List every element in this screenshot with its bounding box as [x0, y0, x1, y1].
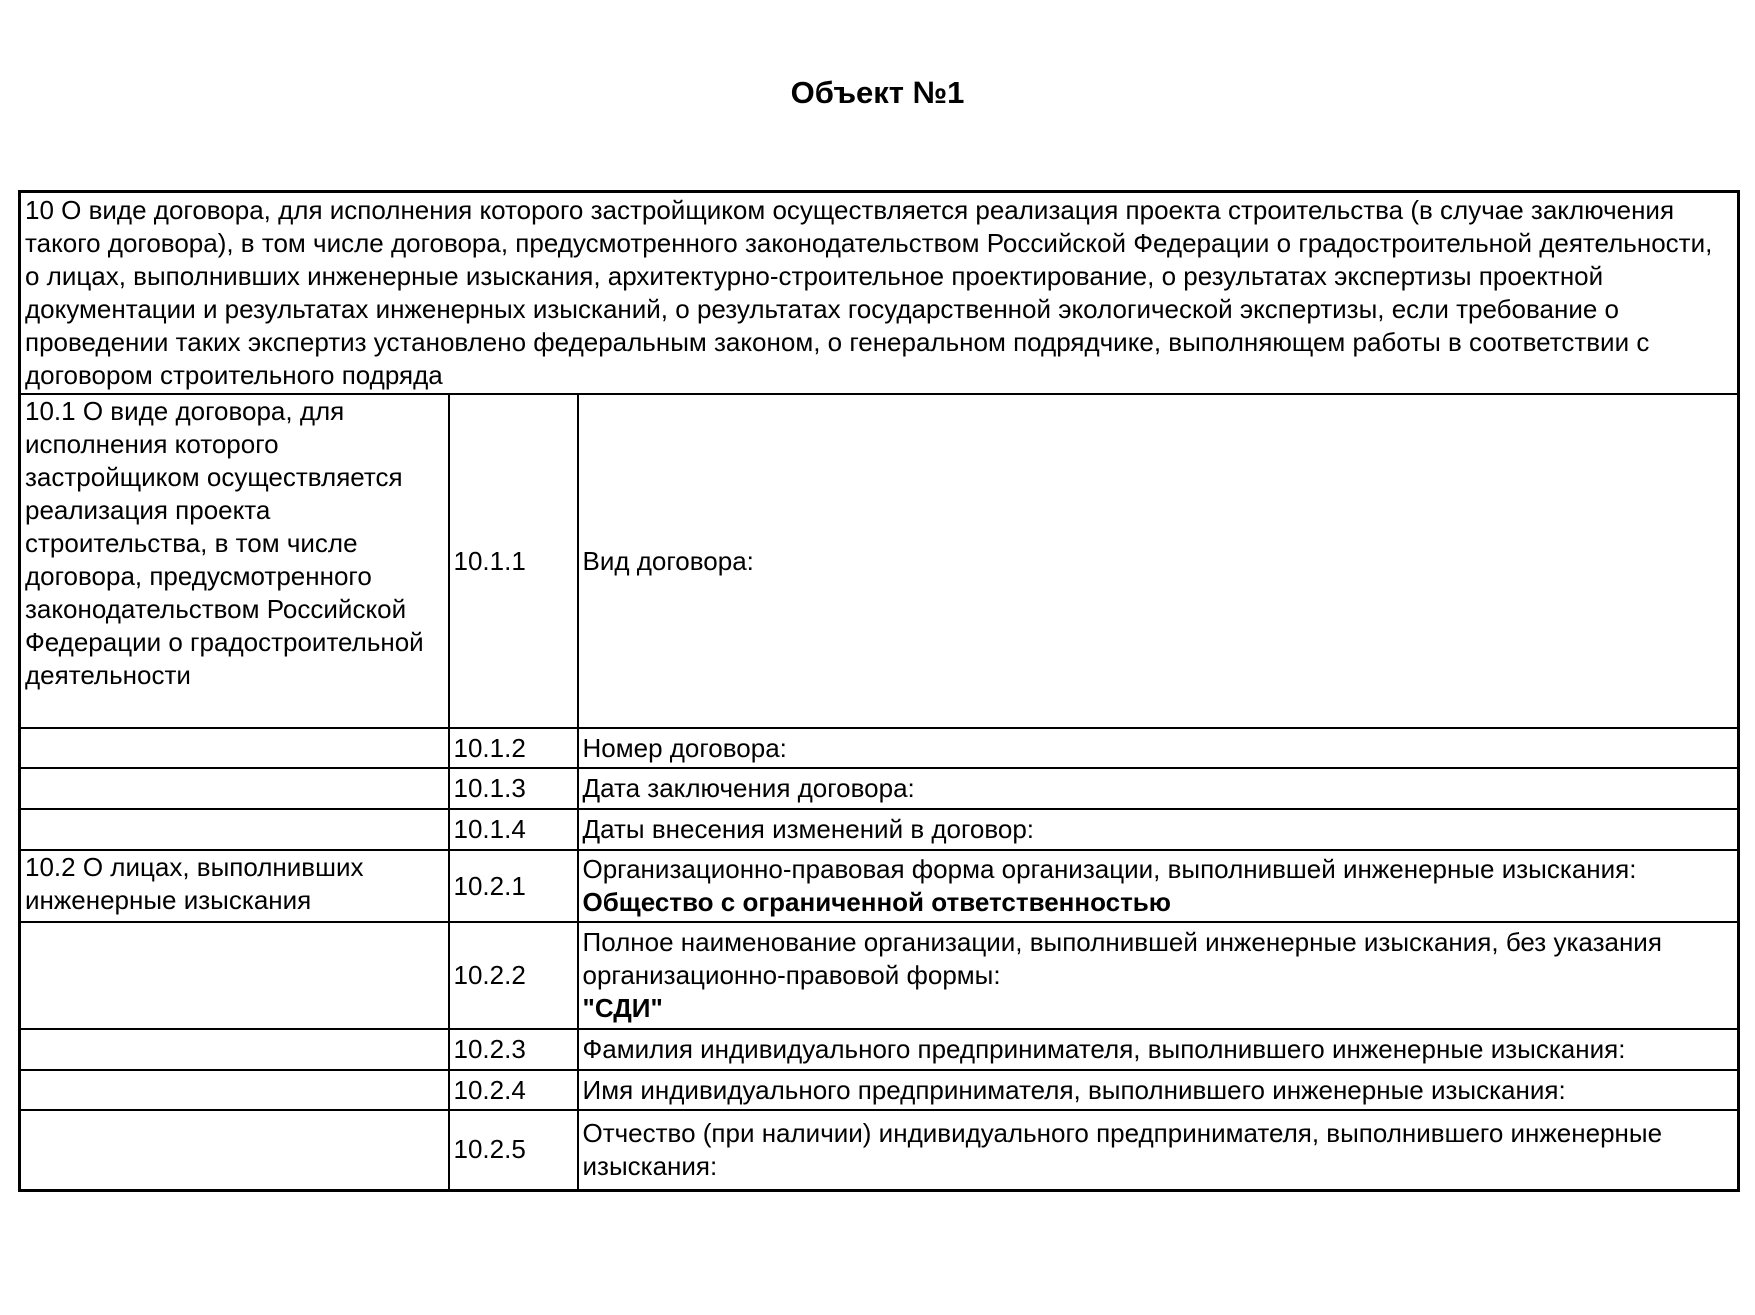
item-number-cell: 10.2.3 — [449, 1029, 578, 1070]
table-row — [20, 850, 1739, 922]
table-row — [20, 809, 1739, 850]
table-row — [20, 728, 1739, 768]
item-value: "СДИ" — [582, 993, 663, 1023]
item-label: Полное наименование организации, выполнившей инженерные изыскания, без указания организационно-правовой формы: — [582, 927, 1662, 990]
declaration-table-body — [20, 192, 1739, 1191]
table-row — [20, 1070, 1739, 1110]
group-title-cell — [20, 768, 449, 809]
item-label-cell — [578, 1070, 1739, 1110]
item-number-cell: 10.1.1 — [449, 394, 578, 728]
group-title-cell: 10.2 О лицах, выполнивших инженерные изыскания — [20, 850, 449, 922]
group-title-cell — [20, 1070, 449, 1110]
item-label-cell — [578, 1029, 1739, 1070]
item-label-cell — [578, 394, 1739, 728]
item-number-cell: 10.2.5 — [449, 1110, 578, 1190]
item-label-cell — [578, 1110, 1739, 1190]
item-label-cell — [578, 809, 1739, 850]
item-label: Вид договора: — [582, 545, 754, 576]
page-title: Объект №1 — [790, 75, 965, 110]
item-number-cell: 10.2.2 — [449, 922, 578, 1029]
item-label-cell — [578, 922, 1739, 1029]
declaration-table — [18, 190, 1740, 1192]
item-label: Имя индивидуального предпринимателя, выполнившего инженерные изыскания: — [582, 1074, 1566, 1105]
table-row — [20, 922, 1739, 1029]
item-label: Организационно-правовая форма организации, выполнившей инженерные изыскания: — [582, 854, 1637, 884]
item-label-cell — [578, 850, 1739, 922]
item-number-cell: 10.1.4 — [449, 809, 578, 850]
table-row — [20, 394, 1739, 728]
group-title-cell — [20, 728, 449, 768]
group-title-cell — [20, 922, 449, 1029]
item-label: Фамилия индивидуального предпринимателя, выполнившего инженерные изыскания: — [582, 1034, 1626, 1064]
group-title-cell — [20, 1110, 449, 1190]
item-number-cell: 10.2.1 — [449, 850, 578, 922]
item-label-cell — [578, 768, 1739, 809]
item-number-cell: 10.2.4 — [449, 1070, 578, 1110]
table-row — [20, 768, 1739, 809]
section-header-row — [20, 192, 1739, 395]
item-label: Отчество (при наличии) индивидуального предпринимателя, выполнившего инженерные изыскания: — [582, 1117, 1663, 1181]
item-label-cell — [578, 728, 1739, 768]
table-row — [20, 1110, 1739, 1190]
item-number-cell: 10.1.2 — [449, 728, 578, 768]
group-title-cell: 10.1 О виде договора, для исполнения которого застройщиком осуществляется реализация проекта строительства, в том числе договора, предусмотренного законодательством Российской Федерации о градостроительной деятельности — [20, 394, 449, 728]
group-title-cell — [20, 809, 449, 850]
item-label: Даты внесения изменений в договор: — [582, 814, 1035, 844]
document-page — [0, 75, 1755, 1192]
item-label: Дата заключения договора: — [582, 773, 915, 803]
item-label: Номер договора: — [582, 732, 787, 763]
section-header-cell: 10 О виде договора, для исполнения которого застройщиком осуществляется реализация проекта строительства (в случае заключения такого договора), в том числе договора, предусмотренного законодательством Российской Федерации о градостроительной деятельности, о лицах, выполнивших инженерные изыскания, архитектурно-строительное проектирование, о результатах экспертизы проектной документации и результатах инженерных изысканий, о результатах государственной экологической экспертизы, если требование о проведении таких экспертиз установлено федеральным законом, о генеральном подрядчике, выполняющем работы в соответствии с договором строительного подряда — [20, 192, 1739, 395]
table-row — [20, 1029, 1739, 1070]
item-value: Общество с ограниченной ответственностью — [582, 887, 1171, 917]
item-number-cell: 10.1.3 — [449, 768, 578, 809]
group-title-cell — [20, 1029, 449, 1070]
